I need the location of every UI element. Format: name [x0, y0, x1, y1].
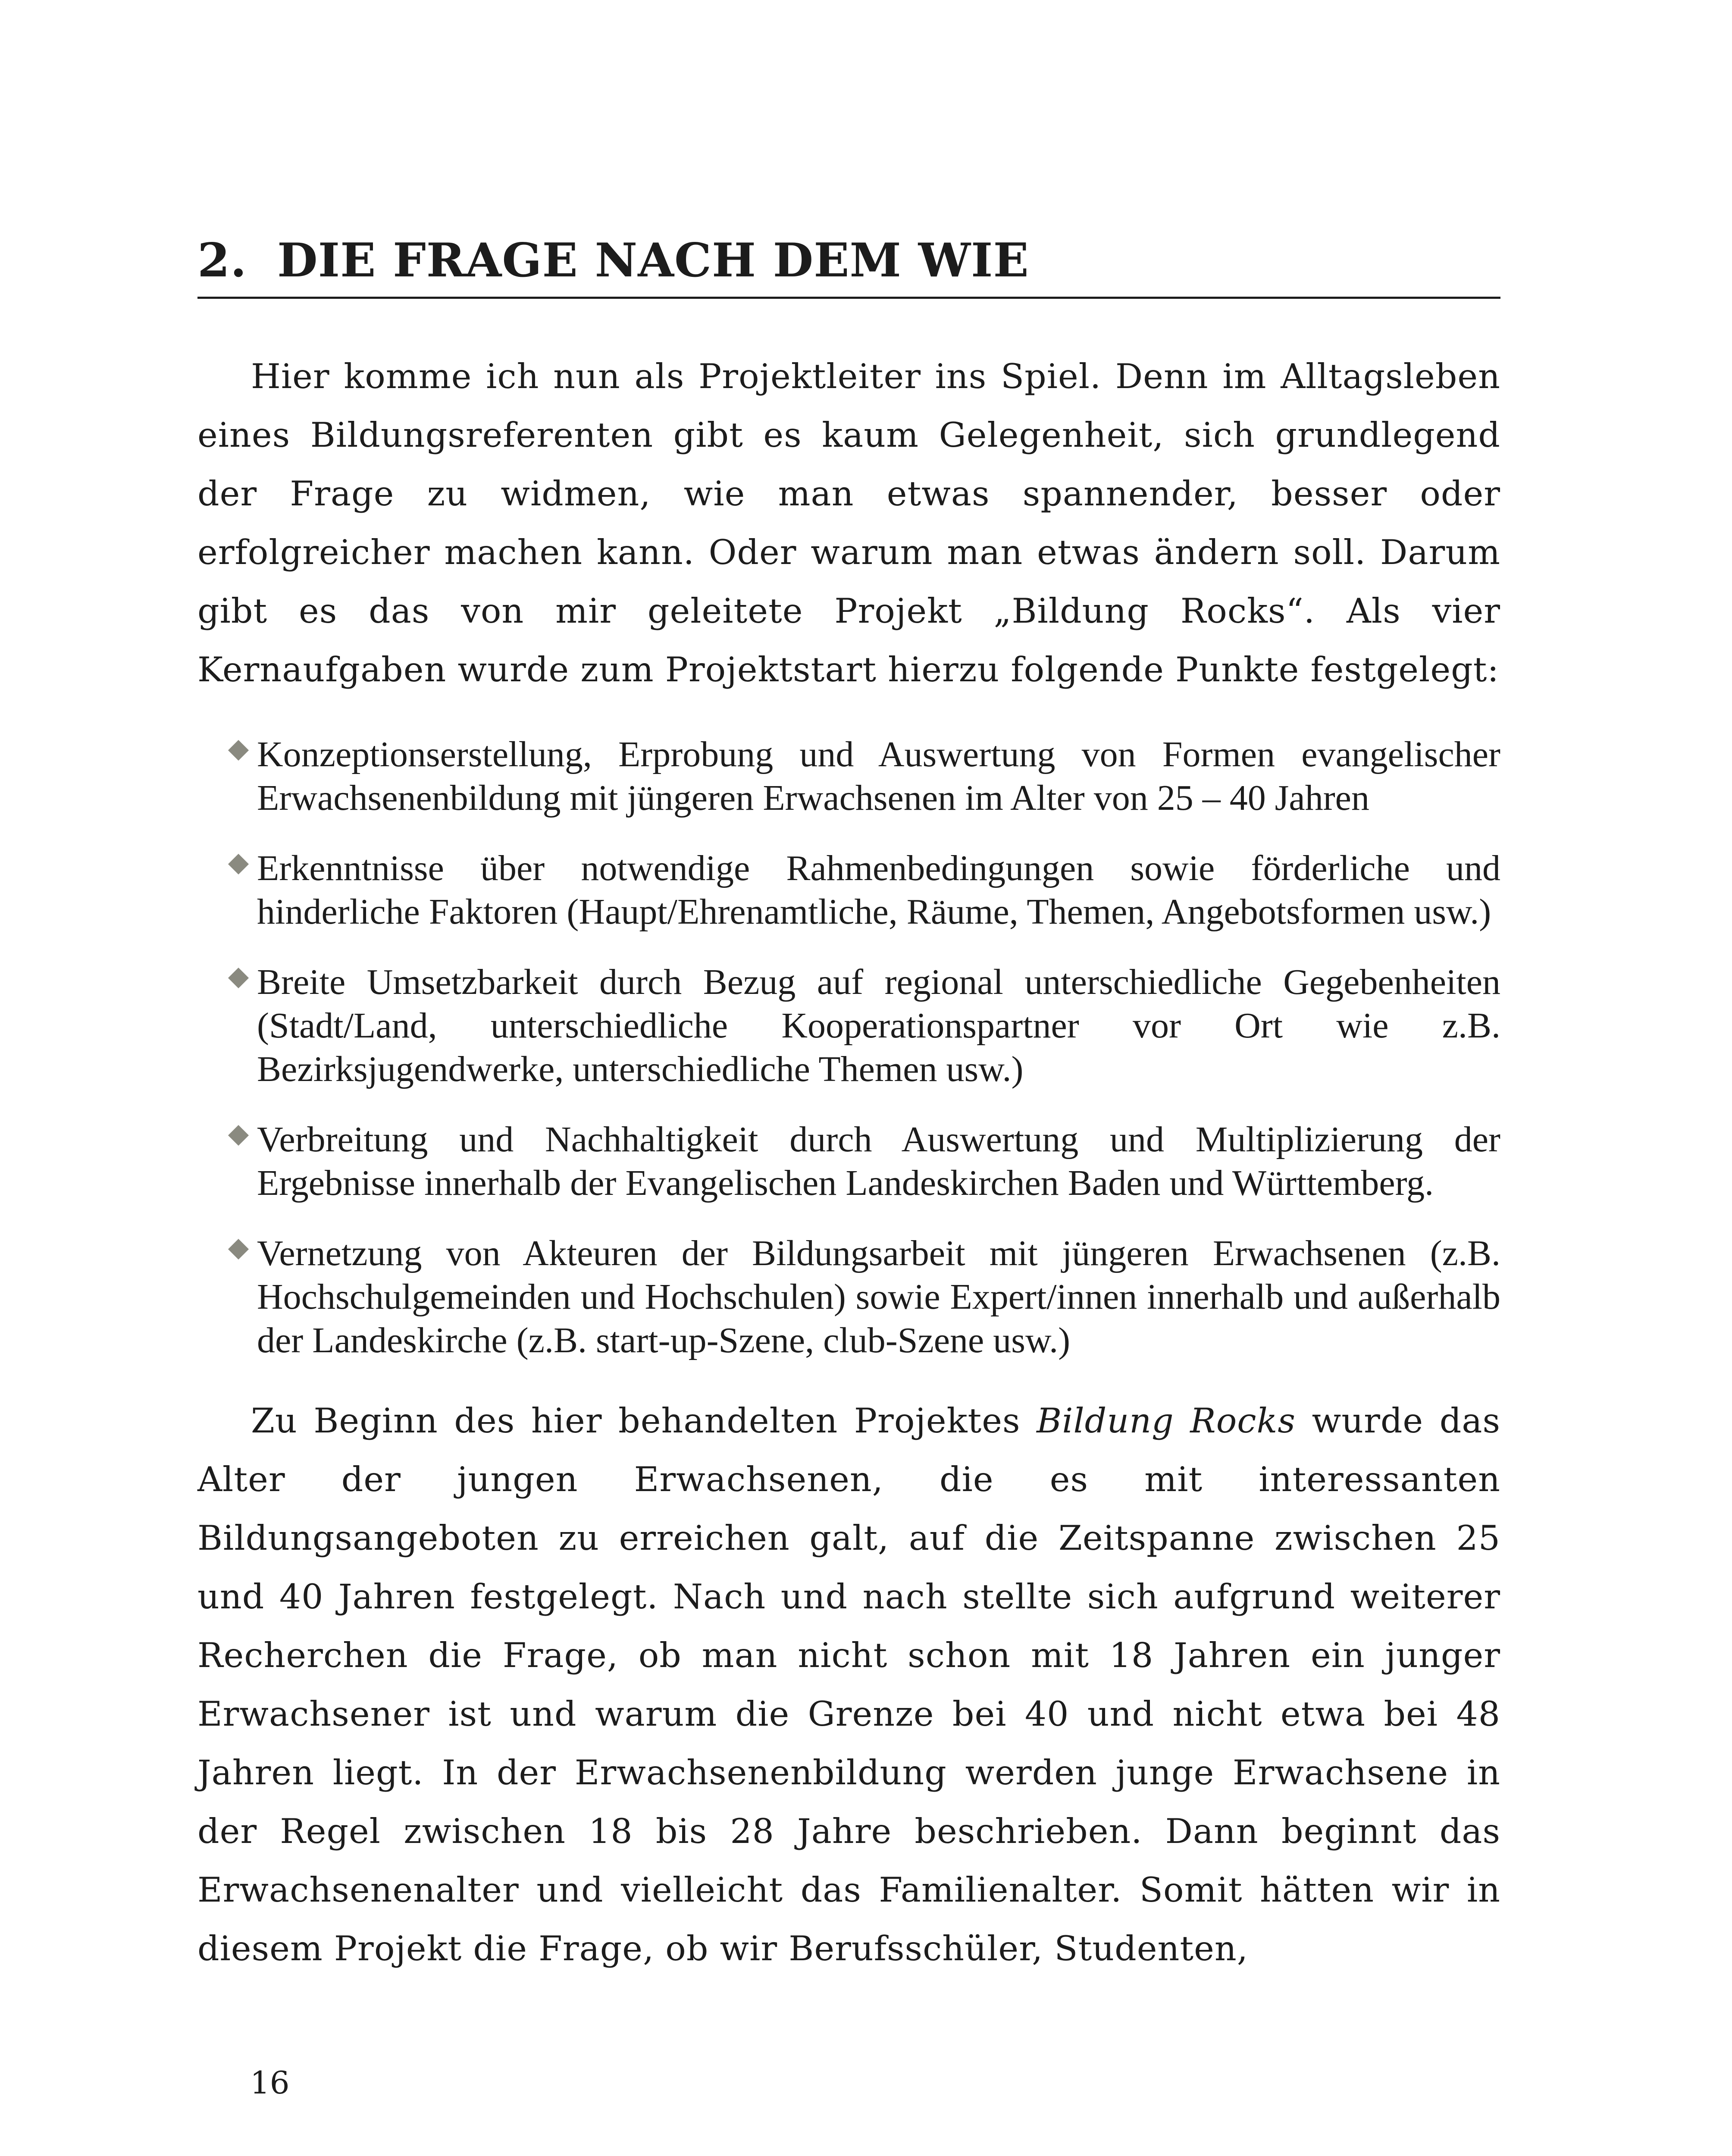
list-item-text: Erkenntnisse über notwendige Rahmenbedingungen sowie förderliche und hinderliche Faktoren (Haupt/Ehrenamtliche, Räume, Themen, Angebotsformen usw.) — [257, 848, 1500, 932]
list-item — [257, 960, 1500, 1091]
list-item — [257, 1118, 1500, 1205]
diamond-bullet-icon — [228, 740, 249, 761]
list-item — [257, 1232, 1500, 1362]
body-paragraph — [197, 1391, 1500, 1978]
chapter-title: DIE FRAGE NACH DEM WIE — [277, 233, 1029, 288]
list-item-text: Vernetzung von Akteuren der Bildungsarbeit mit jüngeren Erwachsenen (z.B. Hochschulgemeinden und Hochschulen) sowie Expert/innen innerhalb und außerhalb der Landeskirche (z.B. start-up-Szene, club-Szene usw.) — [257, 1233, 1500, 1361]
core-tasks-list — [197, 733, 1500, 1362]
diamond-bullet-icon — [228, 1239, 249, 1260]
project-name: Bildung Rocks — [1037, 1401, 1296, 1441]
list-item-text: Breite Umsetzbarkeit durch Bezug auf regional unterschiedliche Gegebenheiten (Stadt/Land, unterschiedliche Kooperationspartner vor Ort wie z.B. Bezirksjugendwerke, unterschiedliche Themen usw.) — [257, 962, 1500, 1090]
list-item-text: Verbreitung und Nachhaltigkeit durch Auswertung und Multiplizierung der Ergebnisse innerhalb der Evangelischen Landeskirchen Baden und Württemberg. — [257, 1119, 1500, 1203]
chapter-number: 2. — [197, 233, 247, 288]
paragraph-text-start: Zu Beginn des hier behandelten Projektes — [251, 1401, 1037, 1441]
diamond-bullet-icon — [228, 968, 249, 988]
paragraph-text-rest: wurde das Alter der jungen Erwachsenen, die es mit interessanten Bildungsangeboten zu erreichen galt, auf die Zeitspanne zwischen 25 und 40 Jahren festgelegt. Nach und nach stellte sich aufgrund weiterer Recherchen die Frage, ob man nicht schon mit 18 Jahren ein junger Erwachsener ist und warum die Grenze bei 40 und nicht etwa bei 48 Jahren liegt. In der Erwachsenenbildung werden junge Erwachsene in der Regel zwischen 18 bis 28 Jahre beschrieben. Dann beginnt das Erwachsenenalter und vielleicht das Familienalter. Somit hätten wir in diesem Projekt die Frage, ob wir Berufsschüler, Studenten, — [197, 1401, 1500, 1969]
list-item — [257, 846, 1500, 934]
page-content — [197, 203, 1500, 1978]
diamond-bullet-icon — [228, 854, 249, 874]
list-item-text: Konzeptionserstellung, Erprobung und Auswertung von Formen evangelischer Erwachsenenbildung mit jüngeren Erwachsenen im Alter von 25 – 40 Jahren — [257, 734, 1500, 818]
diamond-bullet-icon — [228, 1125, 249, 1146]
page-number: 16 — [250, 2065, 290, 2101]
list-item — [257, 733, 1500, 820]
intro-paragraph: Hier komme ich nun als Projektleiter ins Spiel. Denn im Alltagsleben eines Bildungsreferenten gibt es kaum Gelegenheit, sich grundlegend der Frage zu widmen, wie man etwas spannender, besser oder erfolgreicher machen kann. Oder warum man etwas ändern soll. Darum gibt es das von mir geleitete Projekt „Bildung Rocks“. Als vier Kernaufgaben wurde zum Projektstart hierzu folgende Punkte festgelegt: — [197, 357, 1500, 690]
chapter-heading — [197, 234, 1500, 299]
